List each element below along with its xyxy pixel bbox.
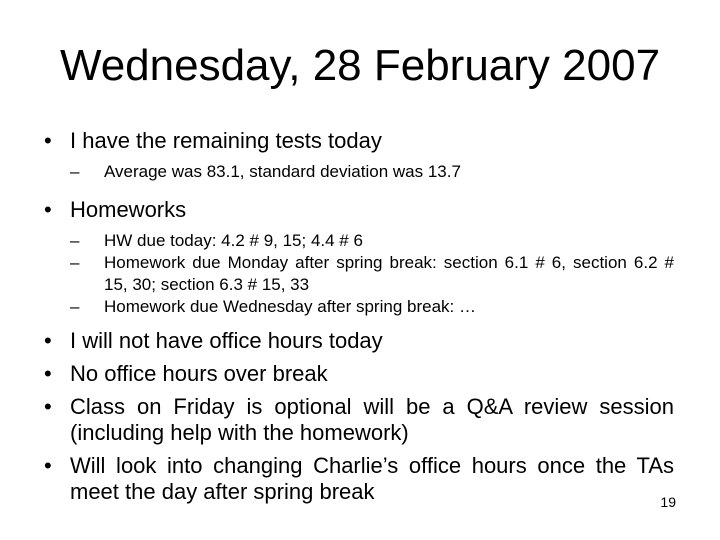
sub-bullet-text: HW due today: 4.2 # 9, 15; 4.4 # 6	[104, 231, 363, 250]
bullet-friday-class	[44, 394, 674, 446]
bullet-homeworks	[44, 197, 674, 223]
sub-bullet-hw-monday	[44, 252, 674, 296]
dash-marker: –	[70, 253, 80, 272]
bullet-no-office-hours	[44, 361, 674, 387]
bullet-marker: •	[44, 394, 52, 419]
page-number: 19	[660, 494, 676, 510]
bullet-text: Homeworks	[70, 197, 187, 222]
bullet-text: Will look into changing Charlie’s office hours once the TAs meet the day after spring break	[70, 453, 674, 504]
bullet-text: No office hours over break	[70, 361, 328, 386]
bullet-text: I have the remaining tests today	[70, 128, 382, 153]
dash-marker: –	[70, 231, 80, 250]
bullet-marker: •	[44, 453, 52, 478]
sub-bullet-hw-wednesday	[44, 296, 674, 318]
sub-bullet-hw-today	[44, 230, 674, 252]
bullet-text: I will not have office hours today	[70, 328, 383, 353]
sub-bullet-text: Homework due Monday after spring break: section 6.1 # 6, section 6.2 # 15, 30; section 6.3 # 15, 33	[104, 253, 674, 294]
bullet-charlie-office-hours	[44, 453, 674, 505]
bullet-marker: •	[44, 328, 52, 353]
slide-title: Wednesday, 28 February 2007	[59, 41, 661, 90]
dash-marker: –	[70, 297, 80, 316]
bullet-marker: •	[44, 197, 52, 222]
sub-bullet-average	[44, 161, 674, 183]
bullet-marker: •	[44, 128, 52, 153]
sub-bullet-text: Homework due Wednesday after spring break: …	[104, 297, 476, 316]
slide-body	[44, 128, 674, 505]
bullet-marker: •	[44, 361, 52, 386]
sub-bullet-text: Average was 83.1, standard deviation was 13.7	[104, 162, 461, 181]
bullet-text: Class on Friday is optional will be a Q&A review session (including help with the homework)	[70, 394, 674, 445]
dash-marker: –	[70, 162, 80, 181]
bullet-tests	[44, 128, 674, 154]
bullet-office-hours-today	[44, 328, 674, 354]
